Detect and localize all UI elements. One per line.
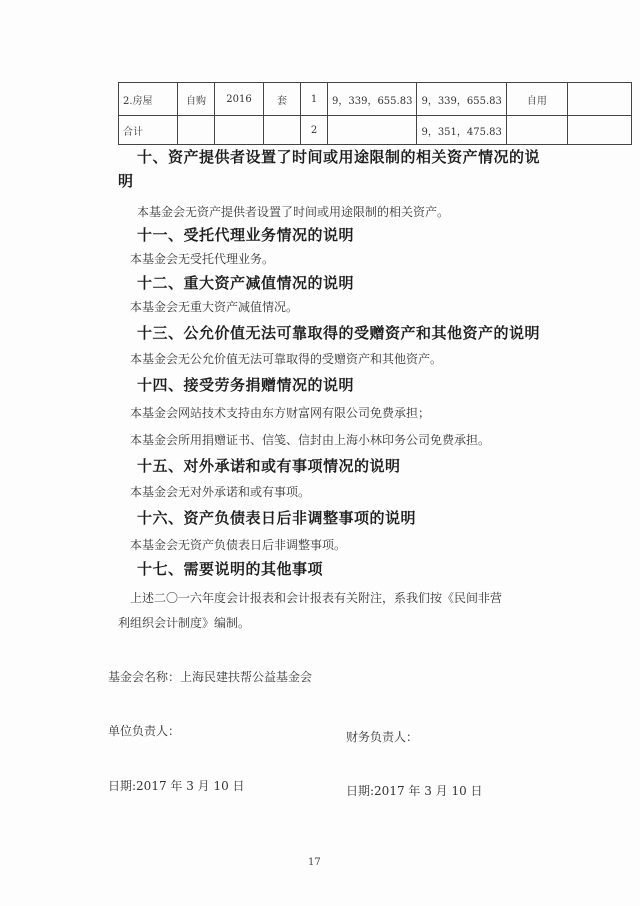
- foundation-name: 基金会名称：上海民建扶帮公益基金会: [108, 670, 313, 684]
- section-17-body-1: 上述二〇一六年度会计报表和会计报表有关附注，系我们按《民间非营: [130, 591, 503, 605]
- cell-source: [178, 116, 215, 145]
- cell-unit: [264, 116, 301, 145]
- section-14-heading: 十四、接受劳务捐赠情况的说明: [137, 376, 355, 394]
- section-17-heading: 十七、需要说明的其他事项: [137, 560, 324, 578]
- section-10-body: 本基金会无资产提供者设置了时间或用途限制的相关资产。: [137, 205, 450, 219]
- date-right: 日期:2017 年 3 月 10 日: [346, 784, 483, 798]
- section-13-heading: 十三、公允价值无法可靠取得的受赠资产和其他资产的说明: [137, 324, 541, 342]
- date-left: 日期:2017 年 3 月 10 日: [108, 779, 245, 793]
- cell-year: 2016: [215, 83, 264, 116]
- section-15-heading: 十五、对外承诺和或有事项情况的说明: [137, 457, 401, 475]
- section-10-heading-cont: 明: [118, 172, 134, 190]
- section-12-body: 本基金会无重大资产减值情况。: [130, 300, 299, 314]
- cell-unit: 套: [264, 83, 301, 116]
- cell-source: 自购: [178, 83, 215, 116]
- finance-head-label: 财务负责人：: [346, 730, 419, 744]
- cell-book: 9，339，655.83: [417, 83, 506, 116]
- cell-original: 9，339，655.83: [328, 83, 417, 116]
- section-10-heading: 十、资产提供者设置了时间或用途限制的相关资产情况的说: [137, 148, 541, 166]
- cell-qty: 1: [301, 83, 328, 116]
- section-15-body: 本基金会无对外承诺和或有事项。: [130, 485, 311, 499]
- section-12-heading: 十二、重大资产减值情况的说明: [137, 274, 355, 292]
- cell-use: 自用: [506, 83, 567, 116]
- section-13-body: 本基金会无公允价值无法可靠取得的受赠资产和其他资产。: [130, 352, 443, 366]
- table-row: [119, 116, 632, 145]
- cell-note: [567, 83, 631, 116]
- section-16-body: 本基金会无资产负债表日后非调整事项。: [130, 538, 347, 552]
- table-row: [119, 83, 632, 116]
- cell-book: 9，351，475.83: [417, 116, 506, 145]
- cell-name: 2.房屋: [119, 83, 178, 116]
- section-16-heading: 十六、资产负债表日后非调整事项的说明: [137, 509, 417, 527]
- cell-qty: 2: [301, 116, 328, 145]
- cell-year: [215, 116, 264, 145]
- cell-note: [567, 116, 631, 145]
- section-11-heading: 十一、受托代理业务情况的说明: [137, 226, 355, 244]
- page-number: 17: [308, 857, 321, 868]
- unit-head-label: 单位负责人：: [108, 724, 181, 738]
- section-11-body: 本基金会无受托代理业务。: [130, 252, 275, 266]
- section-14-body-2: 本基金会所用捐赠证书、信笺、信封由上海小林印务公司免费承担。: [130, 433, 491, 447]
- section-17-body-2: 利组织会计制度》编制。: [118, 616, 251, 630]
- fixed-assets-table: [118, 82, 632, 145]
- cell-original: [328, 116, 417, 145]
- cell-use: [506, 116, 567, 145]
- cell-name: 合计: [119, 116, 178, 145]
- section-14-body-1: 本基金会网站技术支持由东方财富网有限公司免费承担；: [130, 406, 431, 420]
